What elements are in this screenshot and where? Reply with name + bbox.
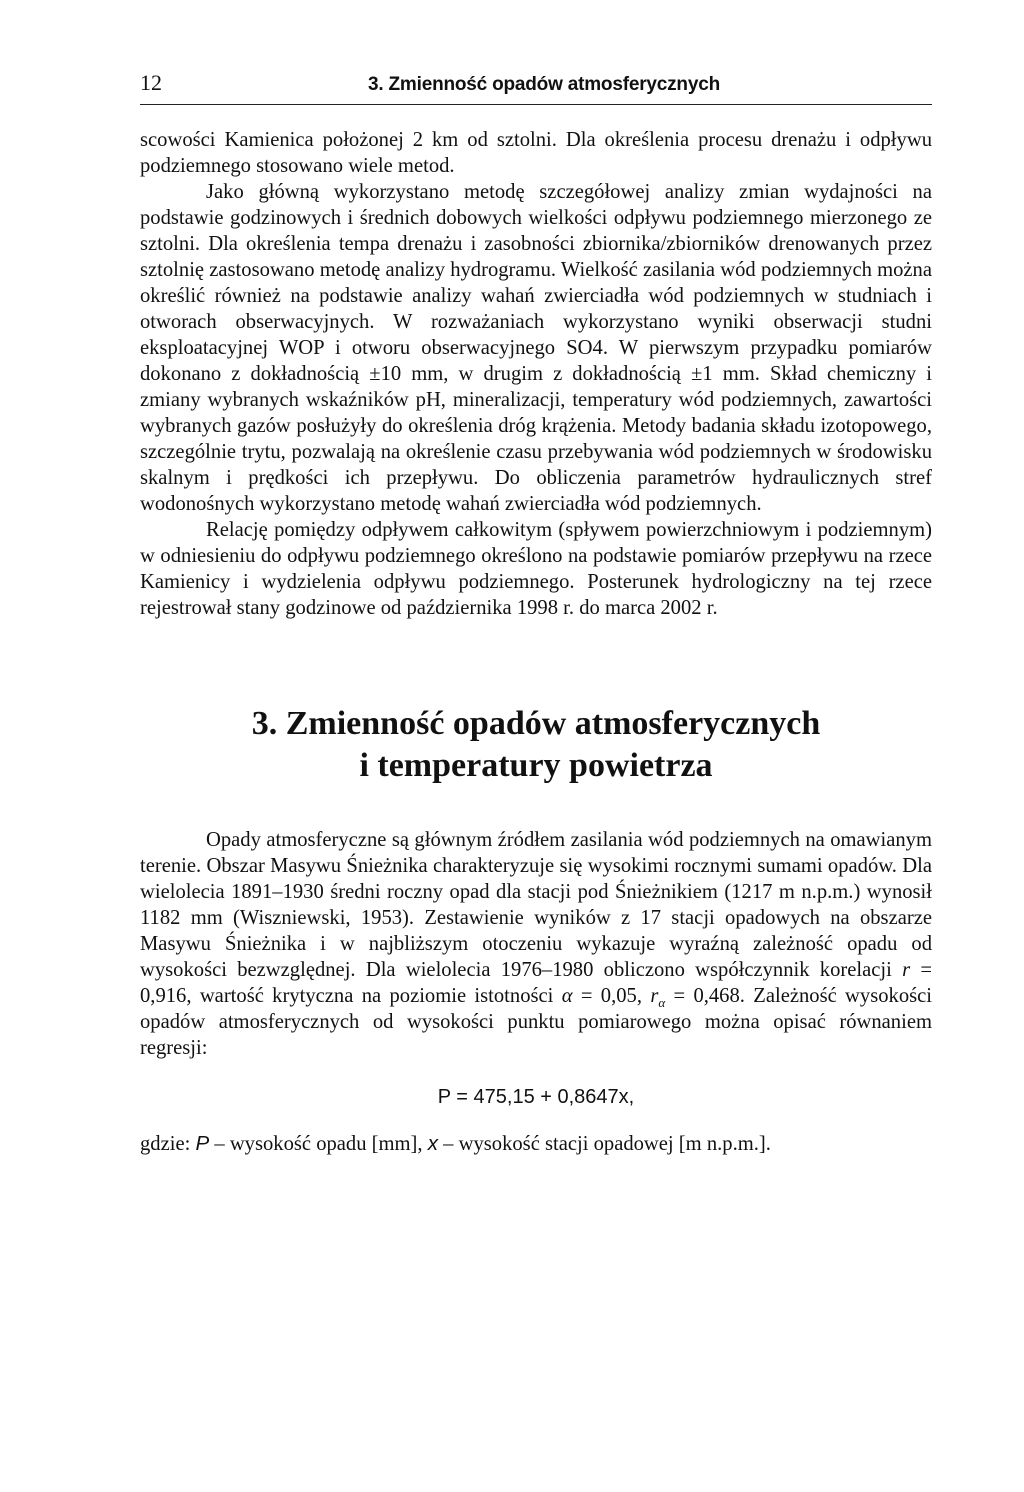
paragraph-methods: Jako główną wykorzystano metodę szczegółowej analizy zmian wydajności na podstawie godzinowych i średnich dobowych wielkości odpływu podziemnego mierzonego ze sztolni. Dla określenia tempa drenażu i zasobności zbiornika/zbiorników drenowanych przez sztolnię zastosowano metodę analizy hydrogramu. Wielkość zasilania wód podziemnych można określić również na podstawie analizy wahań zwierciadła wód podziemnych w studniach i otworach obserwacyjnych. W rozważaniach wykorzystano wyniki obserwacji studni eksploatacyjnej WOP i otworu obserwacyjnego SO4. W pierwszym przypadku pomiarów dokonano z dokładnością ±10 mm, w drugim z dokładnością ±1 mm. Skład chemiczny i zmiany wybranych wskaźników pH, mineralizacji, temperatury wód podziemnych, zawartości wybranych gazów posłużyły do określenia dróg krążenia. Metody badania składu izotopowego, szczególnie trytu, pozwalają na określenie czasu przebywania wód podziemnych w środowisku skalnym i prędkości ich przepływu. Do obliczenia parametrów hydraulicznych stref wodonośnych wykorzystano metodę wahań zwierciadła wód podziemnych. [140, 181, 932, 515]
symbol-alpha: α [561, 985, 573, 1007]
paragraph-runoff: Relację pomiędzy odpływem całkowitym (spływem powierzchniowym i podziemnym) w odniesieniu do odpływu podziemnego określono na podstawie pomiarów przepływu na rzece Kamienicy i wydzielenia odpływu podziemnego. Posterunek hydrologiczny na tej rzece rejestrował stany godzinowe od października 1998 r. do marca 2002 r. [140, 519, 932, 619]
running-header-title: 3. Zmienność opadów atmosferycznych [368, 74, 720, 95]
section-heading [140, 703, 932, 787]
formula-legend [140, 1131, 932, 1157]
legend-variable-p: P [195, 1132, 210, 1155]
section-heading-line-1: 3. Zmienność opadów atmosferycznych [251, 705, 821, 742]
legend-p-description: – wysokość opadu [mm], [209, 1133, 428, 1155]
legend-x-description: – wysokość stacji opadowej [m n.p.m.]. [438, 1133, 771, 1155]
page-number: 12 [140, 70, 162, 95]
alpha-value-text: = 0,05, [572, 985, 651, 1007]
running-header [140, 68, 932, 105]
legend-prefix: gdzie: [140, 1133, 196, 1155]
symbol-r: r [902, 959, 911, 981]
section-heading-line-2: i temperatury powietrza [359, 747, 713, 784]
regression-intro-text: = 0,468. Zależność wysokości opadów atmosferycznych od wysokości punktu pomiarowego można opisać równaniem regresji: [140, 985, 933, 1059]
document-page [140, 68, 932, 1157]
symbol-r-alpha: r [650, 985, 659, 1007]
regression-formula: P = 475,15 + 0,8647x, [437, 1086, 635, 1108]
symbol-r-alpha-subscript: α [658, 995, 666, 1011]
legend-variable-x: x [427, 1132, 439, 1155]
paragraph-continuation: scowości Kamienica położonej 2 km od sztolni. Dla określenia procesu drenażu i odpływu podziemnego stosowano wiele metod. [140, 129, 932, 177]
paragraph-precipitation [140, 827, 932, 1061]
precipitation-text: Opady atmosferyczne są głównym źródłem zasilania wód podziemnych na omawianym terenie. Obszar Masywu Śnieżnika charakteryzuje się wysokimi rocznymi sumami opadów. Dla wielolecia 1891–1930 średni roczny opad dla stacji pod Śnieżnikiem (1217 m n.p.m.) wynosił 1182 mm (Wiszniewski, 1953). Zestawienie wyników z 17 stacji opadowych na obszarze Masywu Śnieżnika i w najbliższym otoczeniu wykazuje wyraźną zależność opadu od wysokości bezwzględnej. Dla wielolecia 1976–1980 obliczono współczynnik korelacji [140, 829, 932, 981]
correlation-value-text: = 0,916, wartość krytyczna na poziomie istotności [140, 959, 933, 1007]
